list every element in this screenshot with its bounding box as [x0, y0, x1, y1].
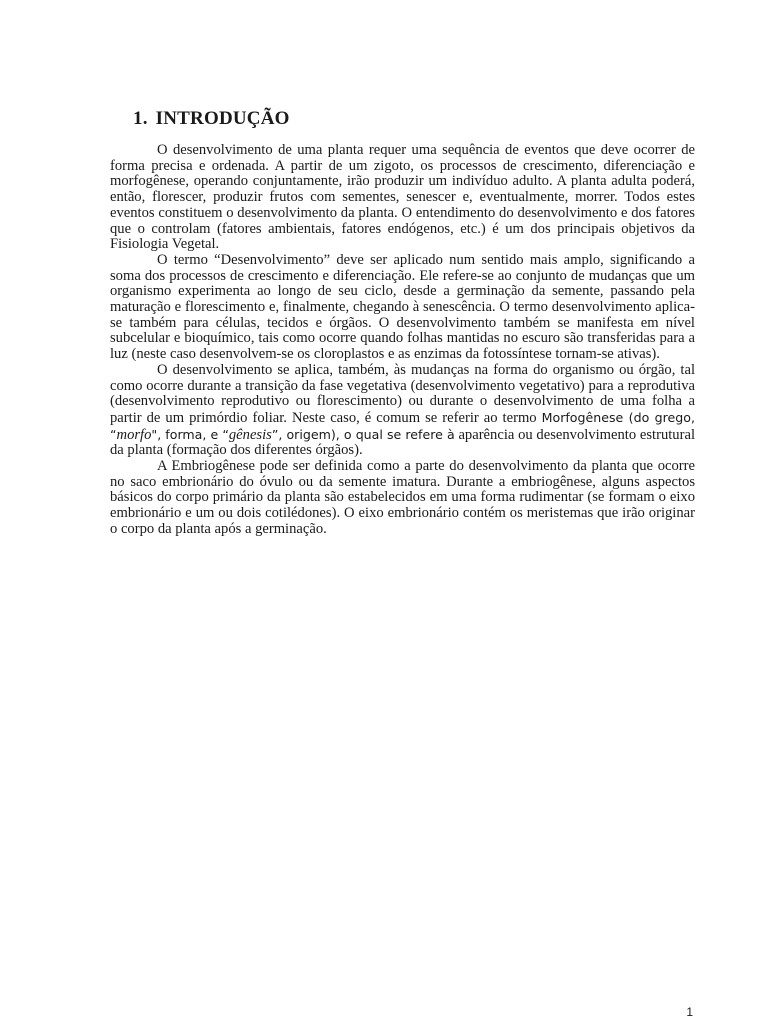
section-title: INTRODUÇÃO	[155, 108, 290, 129]
paragraph-3-start: O desenvolvimento se aplica, também, às mudanças na forma do organismo ou órgão, tal como ocorre durante a transição da fase vegetativa (desenvolvimento vegetativo) para a reprodutiva (desenvolvimento reprodutivo ou florescimento) ou durante o desenvolvimento de uma folha a partir de um primórdio foliar. Neste caso, é comum se referir ao termo	[110, 361, 695, 426]
definition-part-3: ”, origem), o qual se refere à	[271, 426, 455, 442]
paragraph-1: O desenvolvimento de uma planta requer uma sequência de eventos que deve ocorrer de forma precisa e ordenada. A partir de um zigoto, os processos de crescimento, diferenciação e morfogênese, operando conjuntamente, irão produzir um indivíduo adulto. A planta adulta poderá, então, florescer, produzir frutos com sementes, senescer e, eventualmente, morrer. Todos estes eventos constituem o desenvolvimento da planta. O entendimento do desenvolvimento e dos fatores que o controlam (fatores ambientais, fatores endógenos, etc.) é um dos principais objetivos da Fisiologia Vegetal.	[110, 142, 695, 253]
section-heading	[133, 108, 290, 130]
term-genesis: gênesis	[228, 426, 272, 443]
definition-part-2: ", forma, e “	[151, 426, 229, 442]
term-morfo: morfo	[116, 426, 152, 443]
page-number: 1	[686, 1005, 693, 1019]
definition-part-1: Morfogênese (do grego, “	[110, 409, 696, 442]
body-text	[110, 143, 695, 538]
section-number: 1.	[133, 108, 148, 129]
paragraph-3-end: aparência ou desenvolvimento estrutural da planta (formação dos diferentes órgãos).	[110, 426, 695, 459]
paragraph-2: O termo “Desenvolvimento” deve ser aplicado num sentido mais amplo, significando a soma dos processos de crescimento e diferenciação. Ele refere-se ao conjunto de mudanças que um organismo experimenta ao longo de seu ciclo, desde a germinação da semente, passando pela maturação e florescimento e, finalmente, chegando à senescência. O termo desenvolvimento aplica-se também para células, tecidos e órgãos. O desenvolvimento também se manifesta em nível subcelular e bioquímico, tais como ocorre quando folhas mantidas no escuro são transferidas para a luz (neste caso desenvolvem-se os cloroplastos e as enzimas da fotossíntese tornam-se ativas).	[110, 251, 695, 363]
paragraph-3	[110, 363, 695, 459]
paragraph-4: A Embriogênese pode ser definida como a parte do desenvolvimento da planta que ocorre no saco embrionário do óvulo ou da semente imatura. Durante a embriogênese, alguns aspectos básicos do corpo primário da planta são estabelecidos em uma forma rudimentar (se formam o eixo embrionário e um ou dois cotilédones). O eixo embrionário contém os meristemas que irão originar o corpo da planta após a germinação.	[110, 458, 695, 537]
